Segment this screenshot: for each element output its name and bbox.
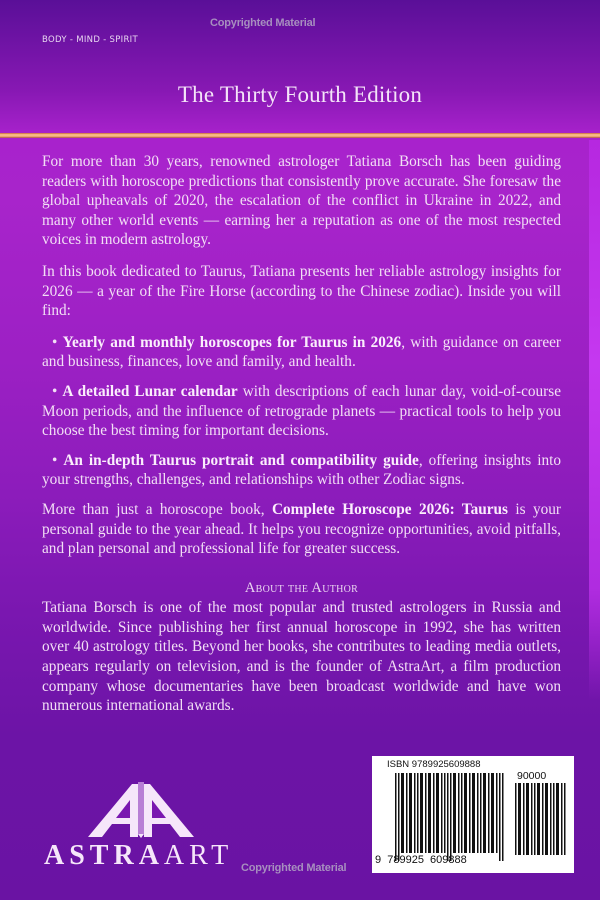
bullet-text: with descriptions of each lunar day, void-of-course Moon periods, and the influence of retrograde planets — practical tools to help you choose the best timing for important decisions. (42, 382, 562, 440)
right-edge-strip (589, 140, 600, 700)
double-a-pyramid-icon (86, 782, 196, 838)
bullet-text: , offering insights into your strengths, challenges, and relationships with other Zodiac signs. (42, 451, 561, 489)
addon-barcode-icon (515, 783, 567, 855)
closing-text-before: More than just a horoscope book, (42, 500, 272, 518)
closing-paragraph (42, 500, 561, 559)
bullet-bold: A detailed Lunar calendar (62, 382, 238, 400)
bullet-icon: • (52, 451, 58, 469)
intro-paragraph-1: For more than 30 years, renowned astrologer Tatiana Borsch has been guiding readers with horoscope predictions that consistently prove accurate. She foresaw the global upheavals of 2020, the escalation of the conflict in Ukraine in 2022, and many other world events — earning her a reputation as one of the most respected voices in modern astrology. (42, 153, 561, 249)
bullet-bold: Yearly and monthly horoscopes for Taurus in 2026 (62, 333, 402, 351)
bullet-bold: An in-depth Taurus portrait and compatibility guide (63, 451, 419, 469)
about-author-text: Tatiana Borsch is one of the most popular and trusted astrologers in Russia and worldwide. Since publishing her first annual horoscope in 1992, she has written over 40 astrology titles. Beyond her books, she contributes to leading media outlets, appears regularly on television, and is the founder of AstraArt, a film production company whose documentaries have been broadcast worldwide and have won numerous international awards. (42, 599, 561, 715)
bullet-text: , with guidance on career and business, finances, love and family, and health. (42, 333, 561, 371)
about-author-heading: About the Author (244, 579, 359, 596)
price-code: 90000 (517, 770, 547, 782)
isbn-digits: 9 789925 609888 (375, 854, 467, 866)
publisher-name-light: ART (163, 840, 234, 871)
bullet-icon: • (52, 382, 58, 400)
copyright-watermark-top: Copyrighted Material (210, 17, 316, 29)
ean-barcode-icon (395, 773, 507, 863)
gold-divider (0, 133, 600, 138)
copyright-watermark-bottom: Copyrighted Material (241, 862, 347, 874)
book-title: Complete Horoscope 2026: Taurus (271, 500, 508, 518)
closing-text-after: is your personal guide to the year ahead. It helps you recognize opportunities, avoid pitfalls, and plan personal and professional life for greater success. (42, 500, 561, 558)
bullet-item (42, 451, 561, 490)
publisher-name (44, 840, 233, 872)
edition-title: The Thirty Fourth Edition (177, 82, 423, 107)
bullet-item (42, 333, 561, 372)
isbn-barcode (372, 756, 574, 873)
publisher-logo (44, 782, 254, 877)
back-cover-blurb (42, 152, 561, 728)
bullet-icon: • (52, 333, 58, 351)
bullet-item (42, 382, 561, 441)
intro-paragraph-2: In this book dedicated to Taurus, Tatiana presents her reliable astrology insights for 2026 — a year of the Fire Horse (according to the Chinese zodiac). Inside you will find: (42, 262, 561, 320)
isbn-label: ISBN 9789925609888 (387, 759, 481, 770)
category-label: BODY - MIND - SPIRIT (42, 35, 138, 45)
publisher-name-bold: ASTRA (44, 840, 164, 871)
